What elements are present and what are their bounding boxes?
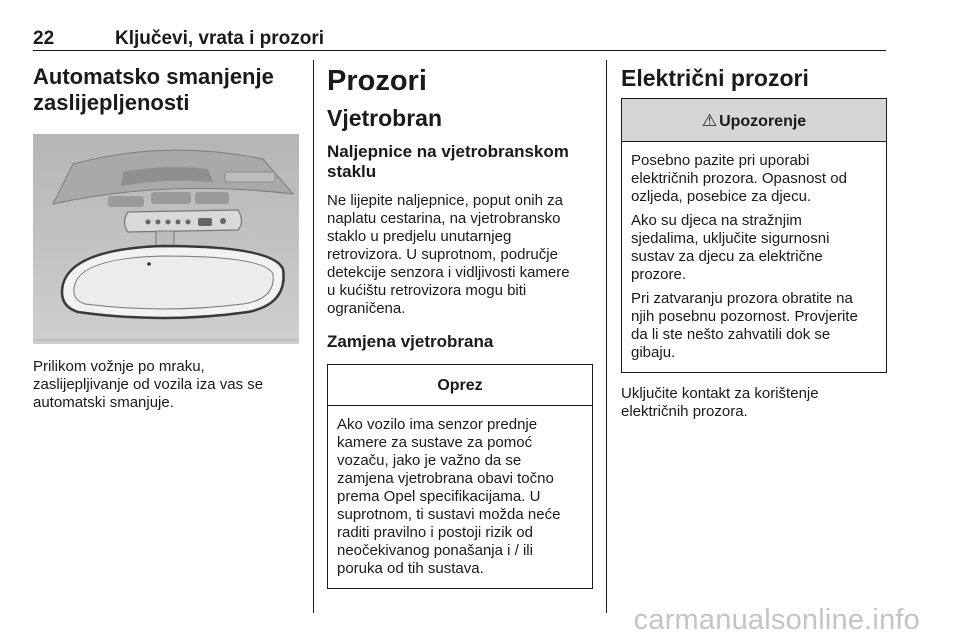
watermark: carmanualsonline.info: [633, 604, 920, 636]
rearview-mirror-illustration: [33, 134, 299, 344]
warning-paragraph: Ako su djeca na stražnjim sjedalima, uključite sigurnosni sustav za djecu za električne prozore.: [631, 212, 830, 283]
caution-box: [327, 364, 593, 589]
ignition-note: Uključite kontakt za korištenje električnih prozora.: [621, 385, 819, 420]
column-windscreen: [327, 64, 593, 589]
column-divider: [313, 60, 314, 613]
warning-triangle-icon: ⚠: [701, 111, 718, 130]
caution-text: Ako vozilo ima senzor prednje kamere za sustave za pomoć vozaču, jako je važno da se zamjena vjetrobrana obavi točno prema Opel specifikacijama. U suprotnom, ti sustavi možda neće raditi pravilno i postoji rizik od neočekivanog ponašanja i / ili poruka od tih sustava.: [337, 416, 561, 577]
sticker-paragraph: Ne lijepite naljepnice, poput onih za naplatu cestarina, na vjetrobransko staklo u predjelu unutarnjeg retrovizora. U suprotnom, područje detekcije senzora i vidljivosti kamere u kućištu retrovizora mogu biti ograničena.: [327, 192, 570, 317]
warning-paragraph: Posebno pazite pri uporabi električnih prozora. Opasnost od ozljeda, posebice za djecu.: [631, 152, 847, 205]
section-title: Električni prozori: [621, 65, 809, 91]
page-number: 22: [33, 28, 55, 49]
sticker-heading: Naljepnice na vjetrobranskom staklu: [327, 142, 569, 181]
column-auto-dimming: [33, 64, 299, 412]
warning-box: [621, 98, 887, 373]
warning-paragraph: Pri zatvaranju prozora obratite na njih posebnu pozornost. Provjerite da li ste nešto zahvatili dok se gibaju.: [631, 290, 858, 361]
caution-title: Oprez: [328, 365, 592, 406]
section-title: Prozori: [327, 65, 427, 97]
page-header: [33, 28, 886, 51]
subsection-title: Vjetrobran: [327, 105, 443, 131]
section-title: Automatsko smanjenje zaslijepljenosti: [33, 64, 274, 115]
column-power-windows: [621, 64, 887, 421]
warning-header: [622, 99, 886, 142]
replacement-heading: Zamjena vjetrobrana: [327, 332, 494, 351]
column-divider: [606, 60, 607, 613]
chapter-title: Ključevi, vrata i prozori: [115, 28, 325, 49]
mirror-figure-svg: [33, 134, 299, 344]
warning-title: Upozorenje: [719, 113, 807, 130]
auto-dimming-text: Prilikom vožnje po mraku, zaslijepljivanje od vozila iza vas se automatski smanjuje.: [33, 358, 264, 411]
